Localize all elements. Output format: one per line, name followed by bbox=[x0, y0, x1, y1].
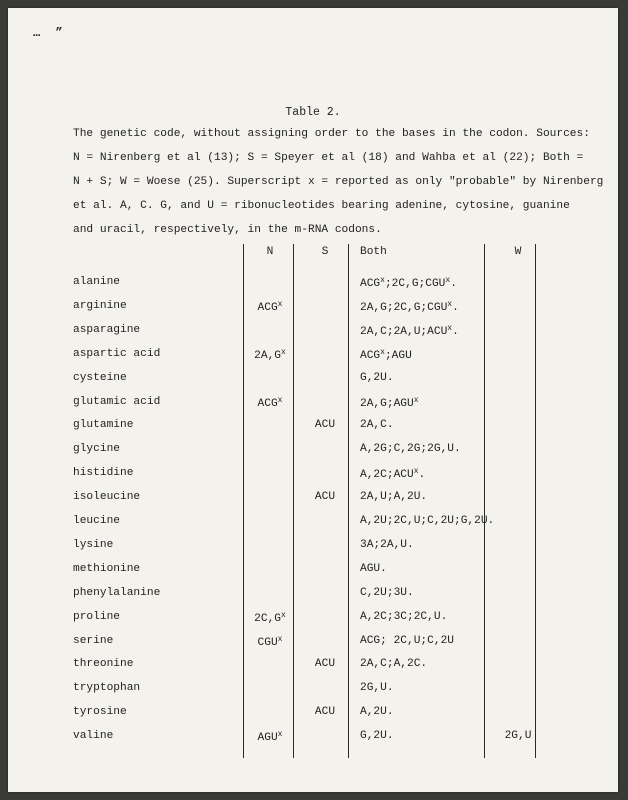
codon-text: 2A,C;2A,U;ACU bbox=[360, 325, 448, 338]
probable-superscript: x bbox=[277, 395, 283, 405]
codon-text: G,2U. bbox=[360, 371, 394, 384]
codon-text: CGU bbox=[257, 636, 278, 649]
codon-text: . bbox=[450, 278, 457, 290]
speyer-codon: ACU bbox=[314, 658, 336, 671]
nirenberg-codon bbox=[254, 300, 286, 314]
table-row bbox=[8, 324, 618, 344]
both-codons bbox=[360, 324, 459, 338]
amino-acid-name: glutamine bbox=[73, 419, 134, 432]
codon-text: A,2U. bbox=[360, 706, 394, 719]
table-row bbox=[8, 276, 618, 296]
probable-superscript: x bbox=[413, 467, 419, 477]
table-row bbox=[8, 730, 618, 750]
table-row bbox=[8, 467, 618, 487]
probable-superscript: x bbox=[277, 299, 283, 309]
codon-text: ACG bbox=[360, 349, 381, 362]
both-codons bbox=[360, 539, 414, 551]
table-row bbox=[8, 396, 618, 416]
table-row bbox=[8, 491, 618, 511]
both-codons bbox=[360, 587, 414, 599]
both-codons bbox=[360, 515, 494, 527]
amino-acid-name: methionine bbox=[73, 562, 141, 575]
codon-text: A,2C;3C;2C,U. bbox=[360, 610, 448, 623]
both-codons bbox=[360, 563, 387, 575]
both-codons bbox=[360, 396, 419, 410]
probable-superscript: x bbox=[380, 276, 385, 285]
amino-acid-name: tryptophan bbox=[73, 682, 141, 695]
amino-acid-name: phenylalanine bbox=[73, 586, 161, 599]
amino-acid-name: lysine bbox=[73, 538, 114, 551]
amino-acid-name: valine bbox=[73, 730, 114, 743]
codon-text: 2A,G;2C,G;CGU bbox=[360, 301, 448, 314]
codon-text: ;AGU bbox=[384, 349, 412, 362]
table-row bbox=[8, 443, 618, 463]
codon-text: ACG; 2C,U;C,2U bbox=[360, 634, 454, 647]
both-codons bbox=[360, 491, 427, 503]
codon-text: 2A,C;A,2C. bbox=[360, 658, 428, 671]
amino-acid-name: serine bbox=[73, 634, 114, 647]
codon-text: ACG bbox=[257, 397, 278, 410]
amino-acid-name: alanine bbox=[73, 276, 120, 288]
table-row bbox=[8, 587, 618, 607]
amino-acid-name: aspartic acid bbox=[73, 347, 161, 360]
speyer-codon: ACU bbox=[314, 491, 336, 504]
column-header-s: S bbox=[321, 246, 329, 258]
nirenberg-codon bbox=[254, 730, 286, 744]
table-row bbox=[8, 563, 618, 583]
amino-acid-name: proline bbox=[73, 610, 120, 623]
header-mark: … ” bbox=[33, 26, 67, 40]
amino-acid-name: leucine bbox=[73, 515, 120, 527]
codon-text: ACG bbox=[360, 278, 381, 290]
codon-text: AGU. bbox=[360, 562, 387, 575]
both-codons bbox=[360, 419, 394, 431]
table-row bbox=[8, 419, 618, 439]
probable-superscript: x bbox=[447, 323, 453, 333]
table-title: Table 2. bbox=[285, 106, 341, 119]
nirenberg-codon bbox=[254, 635, 286, 649]
codon-text: 2A,C. bbox=[360, 419, 394, 432]
table-row bbox=[8, 682, 618, 702]
speyer-codon: ACU bbox=[314, 706, 336, 719]
probable-superscript: x bbox=[413, 395, 419, 405]
caption-line: N + S; W = Woese (25). Superscript x = reported as only "probable" by Nirenberg bbox=[73, 176, 604, 188]
both-codons bbox=[360, 730, 394, 742]
table-row bbox=[8, 539, 618, 559]
table-row bbox=[8, 348, 618, 368]
amino-acid-name: threonine bbox=[73, 658, 134, 671]
column-header-both: Both bbox=[360, 246, 387, 258]
codon-text: 2A,G bbox=[254, 349, 282, 362]
codon-text: . bbox=[418, 469, 426, 482]
table-row bbox=[8, 300, 618, 320]
table-row bbox=[8, 515, 618, 535]
both-codons bbox=[360, 706, 394, 718]
codon-text: 3A;2A,U. bbox=[360, 538, 414, 551]
both-codons bbox=[360, 467, 425, 481]
table-row bbox=[8, 635, 618, 655]
probable-superscript: x bbox=[380, 347, 385, 357]
column-header-w: W bbox=[514, 246, 522, 258]
probable-superscript: x bbox=[281, 610, 286, 620]
codon-text: C,2U;3U. bbox=[360, 586, 414, 599]
woese-codon: 2G,U bbox=[504, 730, 532, 743]
amino-acid-name: asparagine bbox=[73, 323, 141, 336]
nirenberg-codon bbox=[254, 348, 286, 362]
both-codons bbox=[360, 658, 427, 670]
amino-acid-name: isoleucine bbox=[73, 491, 141, 504]
table-row bbox=[8, 611, 618, 631]
amino-acid-name: glutamic acid bbox=[73, 395, 161, 408]
both-codons bbox=[360, 635, 454, 647]
probable-superscript: x bbox=[281, 347, 286, 357]
codon-text: G,2U. bbox=[360, 730, 394, 743]
both-codons bbox=[360, 276, 457, 290]
table-row bbox=[8, 706, 618, 726]
nirenberg-codon bbox=[254, 396, 286, 410]
codon-text: 2C,G bbox=[254, 612, 282, 625]
both-codons bbox=[360, 443, 461, 455]
codon-text: 2A,U;A,2U. bbox=[360, 491, 428, 504]
amino-acid-name: arginine bbox=[73, 299, 127, 312]
codon-text: ;2C,G;CGU bbox=[384, 278, 446, 290]
caption-line: The genetic code, without assigning order to the bases in the codon. Sources: bbox=[73, 128, 590, 140]
both-codons bbox=[360, 682, 394, 694]
codon-text: A,2G;C,2G;2G,U. bbox=[360, 443, 461, 456]
probable-superscript: x bbox=[277, 730, 283, 740]
codon-text: ACG bbox=[257, 301, 278, 314]
nirenberg-codon bbox=[254, 611, 286, 625]
probable-superscript: x bbox=[445, 276, 451, 285]
codon-text: 2G,U. bbox=[360, 682, 394, 695]
table-row bbox=[8, 658, 618, 678]
both-codons bbox=[360, 300, 459, 314]
codon-text: A,2U;2C,U;C,2U;G,2U. bbox=[360, 515, 495, 527]
codon-text: 2A,G;AGU bbox=[360, 397, 414, 410]
probable-superscript: x bbox=[277, 634, 283, 644]
caption-line: N = Nirenberg et al (13); S = Speyer et al (18) and Wahba et al (22); Both = bbox=[73, 152, 584, 164]
amino-acid-name: histidine bbox=[73, 467, 134, 480]
codon-text: A,2C;ACU bbox=[360, 469, 414, 482]
speyer-codon: ACU bbox=[314, 419, 336, 432]
amino-acid-name: cysteine bbox=[73, 371, 127, 384]
amino-acid-name: tyrosine bbox=[73, 706, 127, 719]
table-caption bbox=[73, 126, 604, 246]
document-page bbox=[8, 8, 618, 792]
codon-text: AGU bbox=[257, 732, 278, 745]
codon-text: . bbox=[452, 301, 459, 314]
both-codons bbox=[360, 611, 447, 623]
caption-line: and uracil, respectively, in the m-RNA codons. bbox=[73, 224, 382, 236]
probable-superscript: x bbox=[447, 299, 453, 309]
column-header-n: N bbox=[266, 246, 274, 258]
both-codons bbox=[360, 348, 412, 362]
caption-line: et al. A, C. G, and U = ribonucleotides bearing adenine, cytosine, guanine bbox=[73, 200, 570, 212]
codon-text: . bbox=[452, 325, 459, 338]
table-row bbox=[8, 372, 618, 392]
both-codons bbox=[360, 372, 394, 384]
amino-acid-name: glycine bbox=[73, 443, 120, 456]
